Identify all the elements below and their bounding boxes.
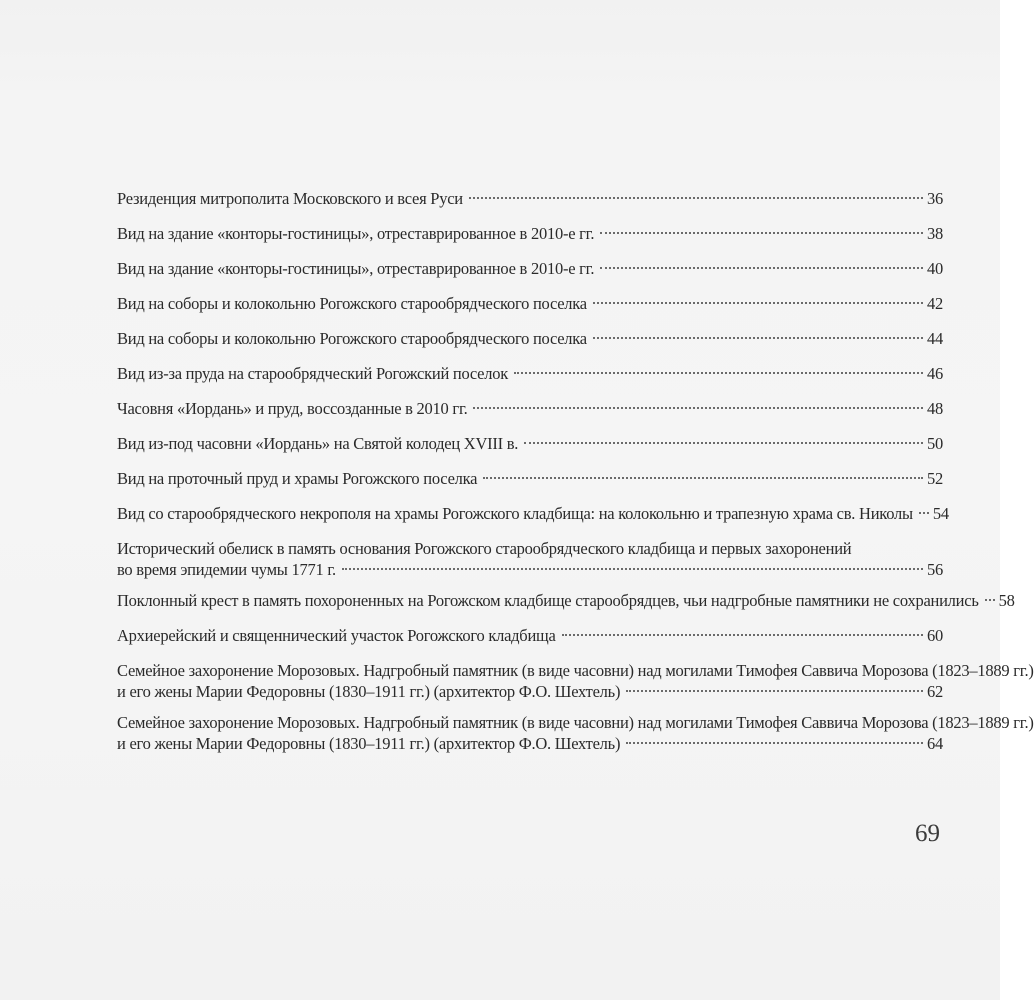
toc-entry-page: 48: [927, 399, 943, 418]
toc-entry-title: Архиерейский и священнический участок Рогожского кладбища: [117, 626, 556, 645]
toc-entry-title-first-line: Исторический обелиск в память основания Рогожского старообрядческого кладбища и первых захоронений: [117, 539, 852, 558]
toc-entry: [117, 433, 943, 468]
toc-entry-page: 44: [927, 329, 943, 348]
page-number: 69: [915, 820, 940, 847]
toc-entry-title: Вид на соборы и колокольню Рогожского старообрядческого поселка: [117, 329, 587, 348]
toc-entry: [117, 293, 943, 328]
toc-entry-title: Вид на здание «конторы-гостиницы», отреставрированное в 2010-е гг.: [117, 259, 595, 278]
dot-leader: [562, 634, 923, 636]
toc-entry-title: Вид со старообрядческого некрополя на храмы Рогожского кладбища: на колокольню и трапезную храма св. Николы: [117, 504, 913, 523]
toc-entry-page: 42: [927, 294, 943, 313]
toc-entry-page: 46: [927, 364, 943, 383]
toc-entry-page: 50: [927, 434, 943, 453]
toc-entry-page: 56: [927, 560, 943, 579]
toc-entry-page: 40: [927, 259, 943, 278]
dot-leader: [342, 568, 923, 570]
toc-entry-page: 38: [927, 224, 943, 243]
toc-entry-page: 52: [927, 469, 943, 488]
dot-leader: [524, 442, 923, 444]
toc-entry-page: 36: [927, 189, 943, 208]
dot-leader: [626, 690, 923, 692]
toc-entry-page: 54: [932, 504, 949, 523]
toc-entry-title: Часовня «Иордань» и пруд, воссозданные в 2010 гг.: [117, 399, 468, 418]
dot-leader: [600, 267, 923, 269]
toc-entry: [117, 590, 1015, 625]
toc-entry: [117, 363, 943, 398]
toc-entry-title: и его жены Марии Федоровны (1830–1911 гг.) (архитектор Ф.О. Шехтель): [117, 734, 621, 753]
toc-entry-title: Вид из-за пруда на старообрядческий Рогожский поселок: [117, 364, 508, 383]
dot-leader: [919, 512, 929, 514]
dot-leader: [473, 407, 923, 409]
toc-entry: [117, 258, 943, 293]
toc-entry-title-first-line: Семейное захоронение Морозовых. Надгробный памятник (в виде часовни) над могилами Тимофея Саввича Морозова (1823–1889 гг.): [117, 713, 1034, 732]
toc-entry-page: 62: [927, 682, 943, 701]
toc-entry: [117, 223, 943, 258]
toc-entry: [117, 188, 943, 223]
toc-entry-title: Вид на проточный пруд и храмы Рогожского поселка: [117, 469, 478, 488]
toc-entry: [117, 398, 943, 433]
toc-entry-title: Поклонный крест в память похороненных на Рогожском кладбище старообрядцев, чьи надгробные памятники не сохранились: [117, 591, 979, 610]
dot-leader: [483, 477, 923, 479]
toc-entry-title: Вид на соборы и колокольню Рогожского старообрядческого поселка: [117, 294, 587, 313]
dot-leader: [626, 742, 923, 744]
dot-leader: [593, 302, 923, 304]
toc-entry-title-first-line: Семейное захоронение Морозовых. Надгробный памятник (в виде часовни) над могилами Тимофея Саввича Морозова (1823–1889 гг.): [117, 661, 1034, 680]
dot-leader: [985, 599, 995, 601]
toc-entry-page: 58: [998, 591, 1015, 610]
table-of-contents: [117, 188, 1034, 764]
toc-entry: [117, 328, 943, 363]
toc-entry: [117, 538, 943, 590]
dot-leader: [593, 337, 923, 339]
toc-entry-title: Вид на здание «конторы-гостиницы», отреставрированное в 2010-е гг.: [117, 224, 595, 243]
toc-entry-title: Резиденция митрополита Московского и всея Руси: [117, 189, 463, 208]
toc-entry-page: 60: [927, 626, 943, 645]
toc-entry: [117, 468, 943, 503]
dot-leader: [514, 372, 923, 374]
toc-entry: [117, 712, 1034, 764]
toc-entry-title: Вид из-под часовни «Иордань» на Святой колодец XVIII в.: [117, 434, 519, 453]
toc-entry: [117, 660, 1034, 712]
toc-entry: [117, 503, 949, 538]
toc-entry-title: и его жены Марии Федоровны (1830–1911 гг.) (архитектор Ф.О. Шехтель): [117, 682, 621, 701]
toc-entry-page: 64: [927, 734, 943, 753]
toc-entry-title: во время эпидемии чумы 1771 г.: [117, 560, 336, 579]
toc-entry: [117, 625, 943, 660]
dot-leader: [600, 232, 923, 234]
dot-leader: [469, 197, 923, 199]
